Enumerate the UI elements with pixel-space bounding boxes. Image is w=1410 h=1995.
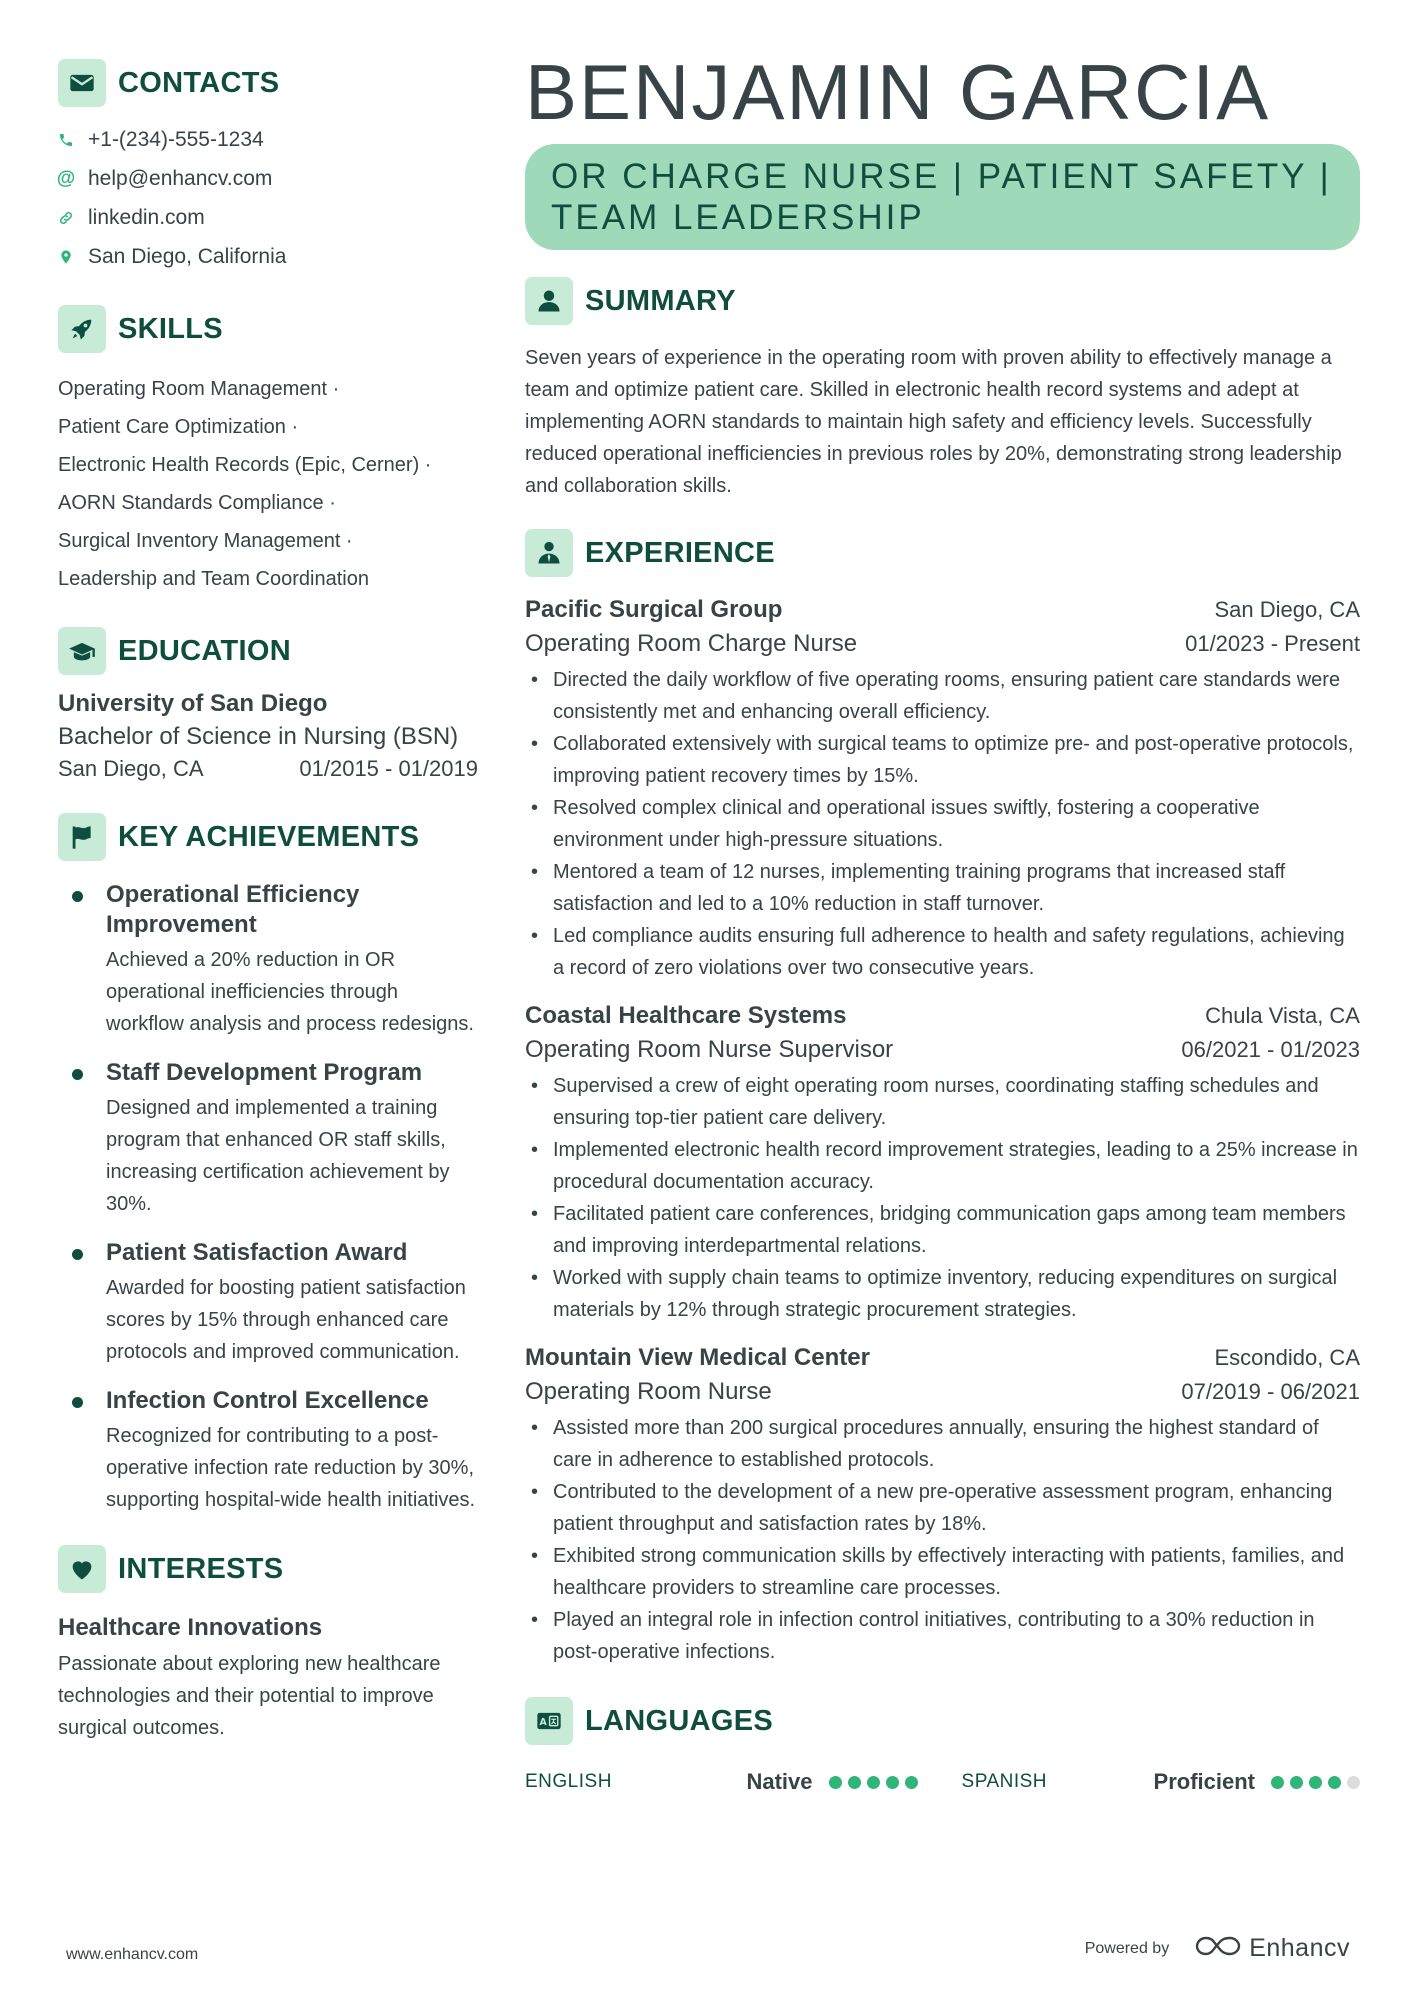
experience-dates: 01/2023 - Present [1185, 631, 1360, 656]
language-proficiency [1154, 1769, 1360, 1795]
skills-list [58, 370, 478, 598]
experience-bullets [525, 1412, 1360, 1668]
experience-bullet: • Directed the daily workflow of five operating rooms, ensuring patient care standards were consistently met and enhancing overall efficiency. [525, 664, 1360, 728]
interest-desc: Passionate about exploring new healthcare technologies and their potential to improve surgical outcomes. [58, 1653, 441, 1739]
interests-title: INTERESTS [118, 1552, 284, 1585]
experience-bullet: • Collaborated extensively with surgical teams to optimize pre- and post-operative protocols, improving patient recovery times by 15%. [525, 728, 1360, 792]
experience-bullet: • Facilitated patient care conferences, bridging communication gaps among team members and improving interdepartmental relations. [525, 1198, 1360, 1262]
skill-item: Surgical Inventory Management · [58, 530, 353, 552]
education-location: San Diego, CA [58, 756, 204, 781]
enhancv-logo-icon [1195, 1934, 1241, 1963]
experience-dates: 07/2019 - 06/2021 [1181, 1379, 1360, 1404]
experience-bullet: • Led compliance audits ensuring full adherence to health and safety regulations, achieving a record of zero violations over two consecutive years. [525, 920, 1360, 984]
summary-title: SUMMARY [585, 284, 736, 317]
experience-bullet: • Assisted more than 200 surgical procedures annually, ensuring the highest standard of care in adherence to established protocols. [525, 1412, 1360, 1476]
education-header [58, 626, 478, 676]
bullet-dot [72, 1397, 83, 1408]
interest-title: Healthcare Innovations [58, 1614, 323, 1641]
right-column [525, 50, 1360, 1800]
link-icon [58, 210, 74, 226]
contact-phone[interactable] [58, 120, 478, 159]
experience-dates: 06/2021 - 01/2023 [1181, 1037, 1360, 1062]
contacts-list [58, 120, 478, 276]
achievement-desc: Awarded for boosting patient satisfaction scores by 15% through enhanced care protocols and improved communication. [106, 1277, 466, 1363]
languages-header [525, 1696, 1360, 1746]
footer-branding [1085, 1934, 1350, 1963]
contact-email[interactable] [58, 159, 478, 198]
achievements-header [58, 812, 478, 862]
experience-bullet: • Played an integral role in infection control initiatives, contributing to a 30% reduction in post-operative infections. [525, 1604, 1360, 1668]
education-entry [58, 690, 478, 782]
contact-linkedin-text: linkedin.com [88, 205, 205, 229]
headline-text: OR CHARGE NURSE | PATIENT SAFETY | TEAM LEADERSHIP [551, 157, 1332, 237]
rating-dot-filled [886, 1776, 899, 1789]
achievement-desc: Designed and implemented a training program that enhanced OR staff skills, increasing certification achievement by 30%. [106, 1097, 450, 1215]
skill-item: Leadership and Team Coordination [58, 568, 369, 590]
skill-item: Operating Room Management · [58, 378, 340, 400]
rating-dot-filled [1328, 1776, 1341, 1789]
svg-text:A: A [539, 1717, 547, 1729]
achievement-item [58, 880, 478, 1040]
rating-dot-filled [1290, 1776, 1303, 1789]
skill-item: Patient Care Optimization · [58, 416, 299, 438]
language-proficiency [746, 1769, 917, 1795]
experience-row-company [525, 1344, 1360, 1372]
experience-entry [525, 596, 1360, 984]
achievement-title: Patient Satisfaction Award [106, 1239, 408, 1266]
language-rating [829, 1776, 918, 1789]
achievement-item [58, 1058, 478, 1220]
language-name: ENGLISH [525, 1771, 612, 1792]
experience-row-role [525, 630, 1360, 658]
experience-bullet: • Worked with supply chain teams to optimize inventory, reducing expenditures on surgical materials by 12% through strategic procurement strategies. [525, 1262, 1360, 1326]
rating-dot-filled [848, 1776, 861, 1789]
bullet-dot [72, 1069, 83, 1080]
contact-linkedin[interactable] [58, 198, 478, 237]
experience-header [525, 528, 1360, 578]
contacts-title: CONTACTS [118, 66, 280, 99]
brand-name: Enhancv [1249, 1934, 1350, 1962]
experience-bullet: • Implemented electronic health record improvement strategies, leading to a 25% increase in procedural documentation accuracy. [525, 1134, 1360, 1198]
experience-bullet: • Resolved complex clinical and operational issues swiftly, fostering a cooperative environment under high-pressure situations. [525, 792, 1360, 856]
education-dates: 01/2015 - 01/2019 [299, 756, 478, 781]
experience-title: EXPERIENCE [585, 536, 775, 569]
achievement-item [58, 1238, 478, 1368]
headline-box [525, 144, 1360, 250]
achievement-title: Operational Efficiency Improvement [106, 881, 360, 938]
achievements-title: KEY ACHIEVEMENTS [118, 820, 420, 853]
experience-bullets [525, 664, 1360, 984]
experience-entry [525, 1002, 1360, 1326]
skills-title: SKILLS [118, 312, 223, 345]
education-school: University of San Diego [58, 690, 328, 717]
language-level: Native [746, 1769, 813, 1794]
contact-location-text: San Diego, California [88, 244, 287, 268]
language-name: SPANISH [961, 1771, 1048, 1792]
contact-location [58, 237, 478, 276]
achievements-list [58, 880, 478, 1516]
experience-entry [525, 1344, 1360, 1668]
interest-item [58, 1614, 478, 1744]
experience-bullet: • Mentored a team of 12 nurses, implementing training programs that increased staff satisfaction and led to a 10% reduction in staff turnover. [525, 856, 1360, 920]
bullet-dot [72, 891, 83, 902]
skill-item: Electronic Health Records (Epic, Cerner) · [58, 454, 432, 476]
graduation-cap-icon [58, 627, 106, 675]
language-item [962, 1769, 1360, 1795]
experience-role: Operating Room Charge Nurse [525, 630, 858, 657]
experience-location: Escondido, CA [1214, 1345, 1360, 1370]
skill-item: AORN Standards Compliance · [58, 492, 336, 514]
footer-website[interactable]: www.enhancv.com [66, 1946, 199, 1963]
left-column [58, 58, 478, 1744]
rating-dot-filled [1309, 1776, 1322, 1789]
education-title: EDUCATION [118, 634, 291, 667]
briefcase-user-icon [525, 529, 573, 577]
experience-location: San Diego, CA [1214, 597, 1360, 622]
phone-icon [58, 132, 74, 148]
experience-row-company [525, 596, 1360, 624]
envelope-icon [58, 59, 106, 107]
achievement-desc: Recognized for contributing to a post-operative infection rate reduction by 30%, supporting hospital-wide health initiatives. [106, 1425, 476, 1511]
rating-dot-filled [867, 1776, 880, 1789]
languages-title: LANGUAGES [585, 1704, 773, 1737]
experience-bullet: • Exhibited strong communication skills by effectively interacting with patients, families, and healthcare providers to streamline care processes. [525, 1540, 1360, 1604]
at-icon: @ [56, 167, 76, 189]
experience-bullet: • Contributed to the development of a new pre-operative assessment program, enhancing patient throughput and satisfaction rates by 18%. [525, 1476, 1360, 1540]
powered-by-label: Powered by [1084, 1939, 1170, 1957]
language-item [525, 1769, 918, 1795]
education-degree: Bachelor of Science in Nursing (BSN) [58, 723, 459, 750]
skills-header [58, 304, 478, 354]
experience-location: Chula Vista, CA [1205, 1003, 1360, 1028]
language-level: Proficient [1153, 1769, 1255, 1794]
experience-row-company [525, 1002, 1360, 1030]
contact-email-text: help@enhancv.com [88, 166, 273, 190]
experience-company: Coastal Healthcare Systems [525, 1002, 847, 1029]
location-pin-icon [58, 249, 74, 265]
rating-dot-empty [1347, 1776, 1360, 1789]
contact-phone-text: +1-(234)-555-1234 [88, 127, 264, 151]
achievement-title: Staff Development Program [106, 1059, 423, 1086]
rocket-icon [58, 305, 106, 353]
contacts-header [58, 58, 478, 108]
experience-bullet: • Supervised a crew of eight operating room nurses, coordinating staffing schedules and ensuring top-tier patient care delivery. [525, 1070, 1360, 1134]
experience-company: Pacific Surgical Group [525, 596, 783, 623]
education-meta [58, 756, 478, 782]
experience-row-role [525, 1036, 1360, 1064]
rating-dot-filled [829, 1776, 842, 1789]
achievement-title: Infection Control Excellence [106, 1387, 429, 1414]
languages-row [525, 1764, 1360, 1800]
achievement-desc: Achieved a 20% reduction in OR operational inefficiencies through workflow analysis and process redesigns. [106, 949, 474, 1035]
experience-role: Operating Room Nurse Supervisor [525, 1036, 894, 1063]
summary-text: Seven years of experience in the operating room with proven ability to effectively manage a team and optimize patient care. Skilled in electronic health record systems and adept at implementing AORN standards to maintain high safety and efficiency levels. Successfully reduced operational inefficiencies in previous roles by 20%, demonstrating strong leadership and collaboration skills. [525, 347, 1342, 497]
user-icon [525, 277, 573, 325]
experience-role: Operating Room Nurse [525, 1378, 772, 1405]
heart-icon [58, 1545, 106, 1593]
experience-row-role [525, 1378, 1360, 1406]
rating-dot-filled [1271, 1776, 1284, 1789]
experience-bullets [525, 1070, 1360, 1326]
interests-header [58, 1544, 478, 1594]
flag-icon [58, 813, 106, 861]
summary-header [525, 276, 1360, 326]
candidate-name: BENJAMIN GARCIA [525, 48, 1271, 136]
achievement-item [58, 1386, 478, 1516]
rating-dot-filled [905, 1776, 918, 1789]
bullet-dot [72, 1249, 83, 1260]
translate-icon [525, 1697, 573, 1745]
experience-company: Mountain View Medical Center [525, 1344, 870, 1371]
language-rating [1271, 1776, 1360, 1789]
